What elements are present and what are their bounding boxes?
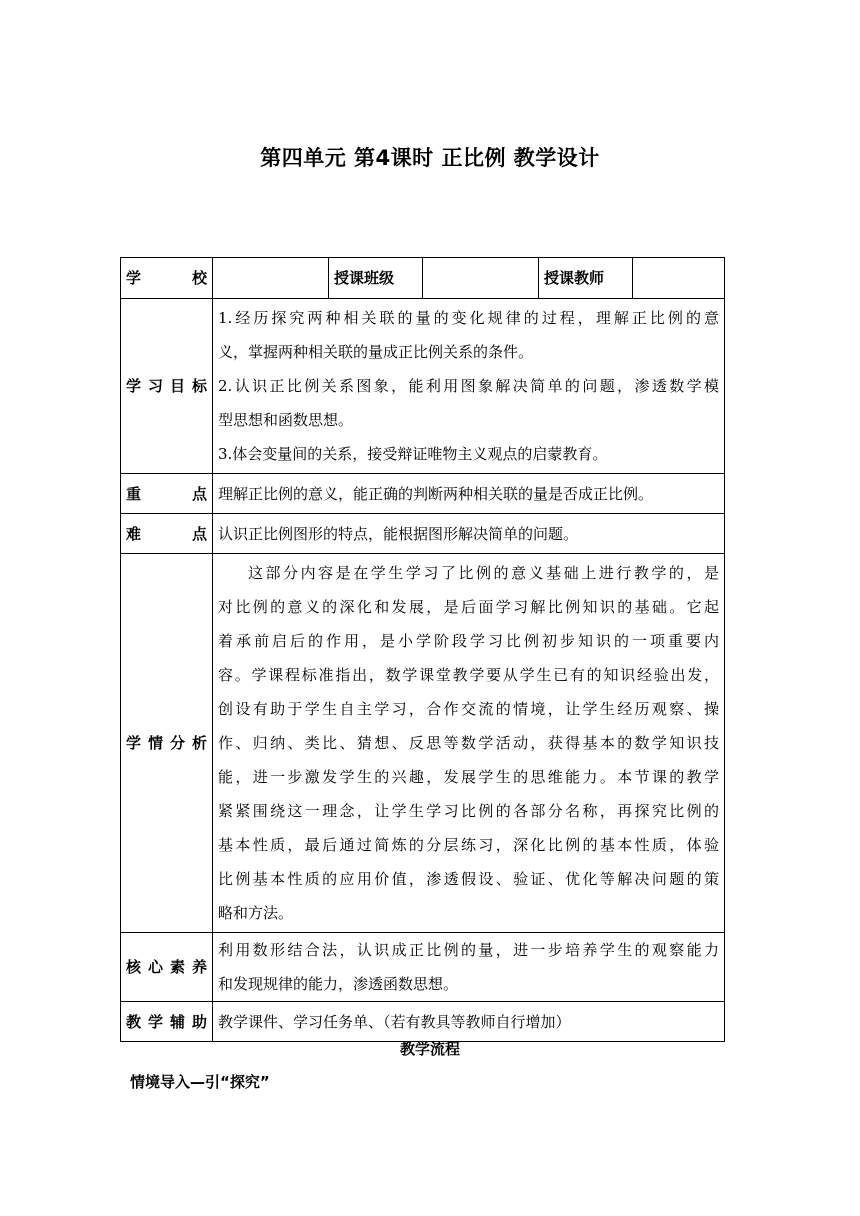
objective-line: 2.认识正比例关系图象，能利用图象解决简单的问题，渗透数学模 xyxy=(218,377,719,395)
objective-line: 3.体会变量间的关系，接受辩证唯物主义观点的启蒙教育。 xyxy=(218,445,608,463)
lesson-design-table xyxy=(120,257,725,1042)
analysis-label: 学情分析 xyxy=(121,554,213,933)
core-literacy-row xyxy=(121,933,725,1002)
class-value xyxy=(423,258,539,299)
analysis-content xyxy=(213,554,725,933)
analysis-line: 紧紧围绕这一理念，让学生学习比例的各部分名称，再探究比例的 xyxy=(218,802,719,820)
header-row xyxy=(121,258,725,299)
analysis-row xyxy=(121,554,725,933)
analysis-line: 作、归纳、类比、猜想、反思等数学活动，获得基本的数学知识技 xyxy=(218,734,719,752)
core-literacy-line: 利用数形结合法，认识成正比例的量，进一步培养学生的观察能力 xyxy=(218,941,719,959)
teaching-aids-content: 教学课件、学习任务单、（若有教具等教师自行增加） xyxy=(213,1002,725,1042)
objectives-content xyxy=(213,299,725,474)
class-label: 授课班级 xyxy=(329,258,423,299)
key-point-content: 理解正比例的意义，能正确的判断两种相关联的量是否成正比例。 xyxy=(213,474,725,514)
section-heading: 教学流程 xyxy=(399,1040,460,1058)
key-point-label: 重 点 xyxy=(121,474,213,514)
analysis-line: 这部分内容是在学生学习了比例的意义基础上进行教学的，是 xyxy=(248,564,719,582)
core-literacy-content xyxy=(213,933,725,1002)
teaching-aids-label: 教学辅助 xyxy=(121,1002,213,1042)
objective-line: 1.经历探究两种相关联的量的变化规律的过程，理解正比例的意 xyxy=(218,309,719,327)
analysis-line: 基本性质，最后通过简炼的分层练习，深化比例的基本性质，体验 xyxy=(218,836,719,854)
analysis-line: 容。学课程标准指出，数学课堂教学要从学生已有的知识经验出发， xyxy=(218,666,719,684)
analysis-line: 比例基本性质的应用价值，渗透假设、验证、优化等解决问题的策 xyxy=(218,870,719,888)
analysis-line: 着承前启后的作用，是小学阶段学习比例初步知识的一项重要内 xyxy=(218,632,719,650)
difficulty-content: 认识正比例图形的特点，能根据图形解决简单的问题。 xyxy=(213,514,725,554)
page-title: 第四单元 第4课时 正比例 教学设计 xyxy=(260,146,600,170)
core-literacy-line: 和发现规律的能力，渗透函数思想。 xyxy=(218,975,459,993)
teacher-value xyxy=(633,258,725,299)
objective-line: 型思想和函数思想。 xyxy=(218,411,354,429)
objectives-row xyxy=(121,299,725,474)
analysis-line: 创设有助于学生自主学习，合作交流的情境，让学生经历观察、操 xyxy=(218,700,719,718)
difficulty-row xyxy=(121,514,725,554)
teaching-aids-row xyxy=(121,1002,725,1042)
analysis-line: 对比例的意义的深化和发展，是后面学习解比例知识的基础。它起 xyxy=(218,598,719,616)
school-value xyxy=(213,258,329,299)
objectives-label: 学习目标 xyxy=(121,299,213,474)
school-label: 学 校 xyxy=(121,258,213,299)
key-point-row xyxy=(121,474,725,514)
teacher-label: 授课教师 xyxy=(539,258,633,299)
difficulty-label: 难 点 xyxy=(121,514,213,554)
analysis-line: 能，进一步激发学生的兴趣，发展学生的思维能力。本节课的教学 xyxy=(218,768,719,786)
analysis-line: 略和方法。 xyxy=(218,904,294,922)
sub-heading: 情境导入—引“探究” xyxy=(130,1073,270,1091)
core-literacy-label: 核心素养 xyxy=(121,933,213,1002)
objective-line: 义，掌握两种相关联的量成正比例关系的条件。 xyxy=(218,343,534,361)
